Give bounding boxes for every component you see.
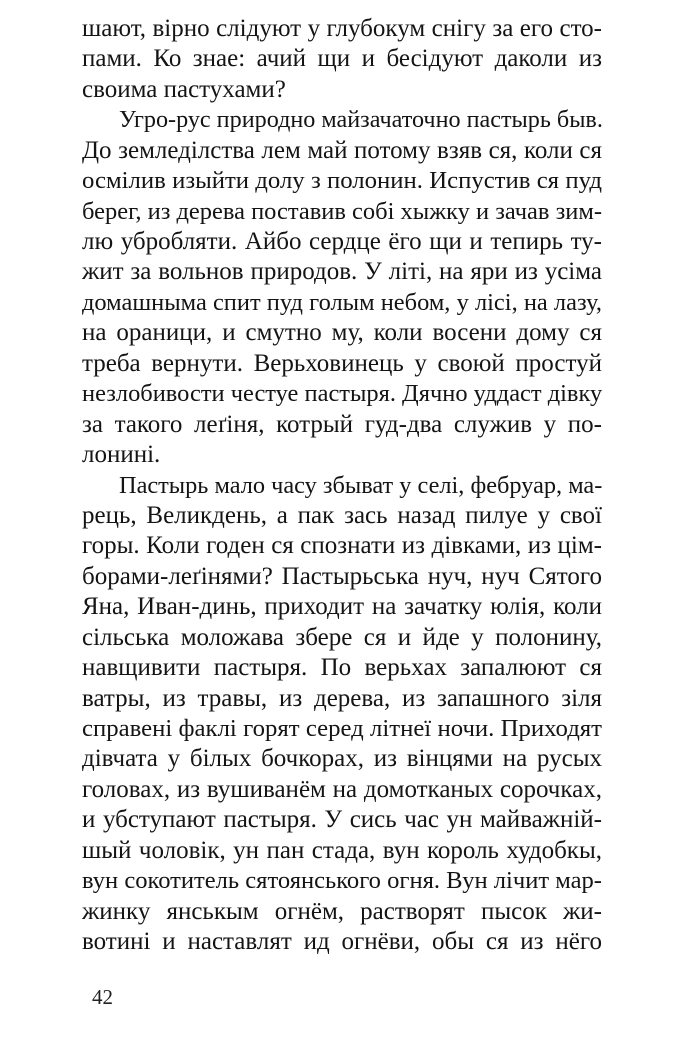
- text-line: Угро-рус природно майзачаточно пастырь быв.: [119, 106, 603, 133]
- text-line: лю убробляти. Айбо сердце ёго щи и тепирь ту-: [82, 228, 602, 255]
- text-line: домашныма спит пуд голым небом, у лісі, на лазу,: [82, 289, 602, 316]
- text-line: берег, из дерева поставив собі хыжку и зачав зим-: [82, 198, 602, 225]
- text-line: пами. Ко знае: ачий щи и бесідуют даколи из: [82, 45, 602, 72]
- text-line: и убступают пастыря. У сись час ун майважній-: [82, 806, 602, 833]
- text-line: жит за вольнов природов. У літі, на яри из усіма: [82, 258, 602, 285]
- text-line: лонині.: [82, 441, 161, 468]
- text-line: рець, Великдень, а пак зась назад пилуе у свої: [82, 502, 602, 529]
- page-number: 42: [92, 985, 113, 1009]
- text-line: головах, из вушиванём на домотканых сорочках,: [82, 776, 602, 803]
- text-line: за такого леґіня, котрый гуд-два служив у по-: [82, 411, 602, 438]
- text-line: на ораници, и смутно му, коли восени дому ся: [82, 319, 602, 346]
- text-line: треба вернути. Верьховинець у своюй простуй: [82, 350, 602, 377]
- text-line: осмілив изыйти долу з полонин. Испустив ся пуд: [82, 167, 602, 194]
- text-line: вун сокотитель сятоянського огня. Вун лічит мар-: [82, 867, 602, 894]
- text-line: шают, вірно слідуют у глубокум снігу за его сто-: [82, 15, 602, 42]
- text-line: своима пастухами?: [82, 76, 286, 103]
- text-line: Пастырь мало часу збыват у селі, фебруар, ма-: [119, 472, 603, 499]
- text-line: сільська моложава збере ся и йде у полонину,: [82, 624, 602, 651]
- text-line: шый чоловік, ун пан стада, вун король худобкы,: [82, 837, 602, 864]
- text-line: вотині и наставлят ид огнёви, обы ся из нёго: [82, 928, 602, 955]
- text-line: незлобивости честуе пастыря. Дячно уддаст дівку: [82, 380, 603, 407]
- text-line: До земледілства лем май потому взяв ся, коли ся: [82, 137, 602, 164]
- text-line: ватры, из травы, из дерева, из запашного зіля: [82, 685, 602, 712]
- text-line: Яна, Иван-динь, приходит на зачатку юлія, коли: [82, 593, 602, 620]
- text-line: горы. Коли годен ся спознати из дівками, из цім-: [82, 532, 602, 559]
- text-line: борами-леґінями? Пастырьська нуч, нуч Сятого: [82, 563, 602, 590]
- text-line: навщивити пастыря. По верьхах запалюют ся: [82, 654, 602, 681]
- text-line: справені факлі горят серед літнеї ночи. Приходят: [82, 715, 602, 742]
- text-line: жинку янськым огнём, растворят пысок жи-: [82, 898, 602, 925]
- text-line: дівчата у білых бочкорах, из вінцями на русых: [82, 745, 602, 772]
- book-page: [82, 0, 602, 1056]
